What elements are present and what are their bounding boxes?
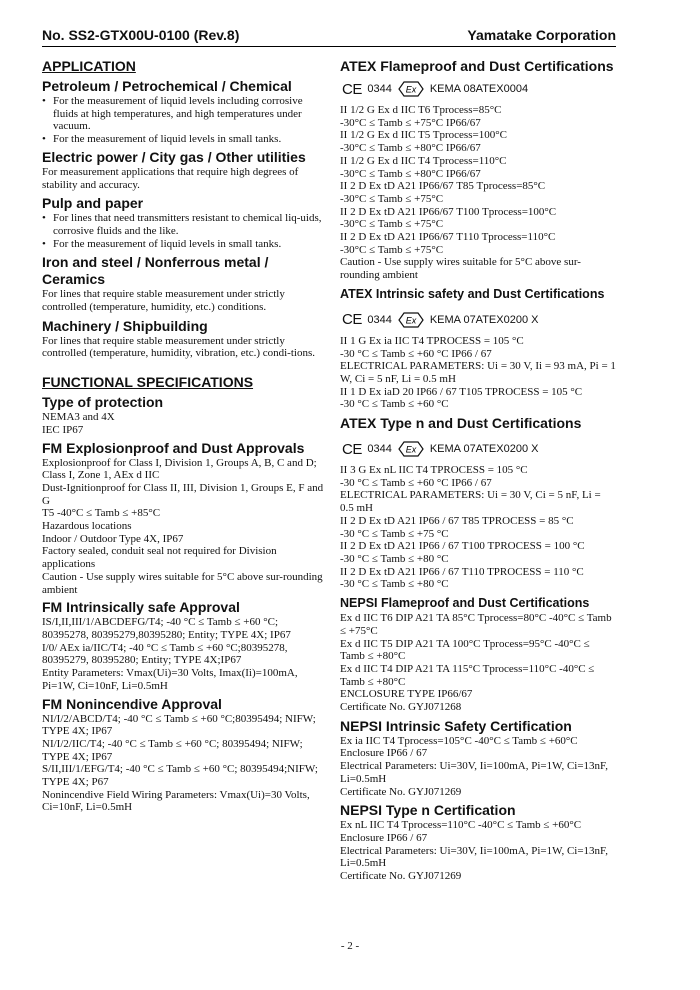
atex-n-line: II 2 D Ex tD A21 IP66 / 67 T110 TPROCESS = 110 °C (340, 565, 584, 578)
atex-n-line: II 2 D Ex tD A21 IP66 / 67 T100 TPROCESS = 100 °C (340, 540, 585, 553)
nepsi-fd-line: Ex d IIC T6 DIP A21 TA 85°C Tprocess=80°C -40°C ≤ Tamb ≤ +75°C (340, 612, 612, 637)
protection-line-1: NEMA3 and 4X (42, 411, 115, 424)
petro-bullet-2: • For the measurement of liquid levels in small tanks. (42, 133, 324, 146)
atex-fd-line: -30°C ≤ Tamb ≤ +80°C IP66/67 (340, 142, 481, 155)
nepsi-type-n-heading: NEPSI Type n Certification (340, 802, 516, 819)
fm-intrinsic-heading: FM Intrinsically safe Approval (42, 599, 240, 616)
fm-ni-line-3: S/II,III/1/EFG/T4; -40 °C ≤ Tamb ≤ +60 °C; 80395494;NIFW; TYPE 4X; P67 (42, 763, 318, 789)
atex-n-line: ELECTRICAL PARAMETERS: Ui = 30 V, Ci = 5 nF, Li = 0.5 mH (340, 489, 601, 515)
atex-is-line: ELECTRICAL PARAMETERS: Ui = 30 V, Ii = 93 mA, Pi = 1 W, Ci = 5 nF, Li = 0.5 mH (340, 360, 616, 385)
nepsi-fd-line: Certificate No. GYJ071268 (340, 701, 462, 714)
fm-ni-line-1: NI/I/2/ABCD/T4; -40 °C ≤ Tamb ≤ +60 °C;80395494; NIFW; TYPE 4X; IP67 (42, 712, 316, 738)
nepsi-is-line: Electrical Parameters: Ui=30V, Ii=100mA, Pi=1W, Ci=13nF, Li=0.5mH (340, 760, 609, 785)
nepsi-is-line: Enclosure IP66 / 67 (340, 747, 428, 760)
power-text: For measurement applications that require high degrees of stability and accuracy. (42, 165, 299, 191)
nepsi-n-line: Ex nL IIC T4 Tprocess=110°C -40°C ≤ Tamb ≤ +60°C (340, 819, 582, 832)
application-heading: APPLICATION (42, 58, 136, 74)
fm-exp-line-6: Factory sealed, conduit seal not required for Division applications (42, 545, 277, 571)
doc-number: No. SS2-GTX00U-0100 (Rev.8) (42, 27, 240, 43)
svg-text:Ex: Ex (405, 84, 417, 95)
pulp-heading: Pulp and paper (42, 195, 144, 212)
atex-fd-line: II 2 D Ex tD A21 IP66/67 T110 Tprocess=110°C (340, 231, 556, 244)
fm-nonincendive-heading: FM Nonincendive Approval (42, 695, 222, 712)
ce-mark-icon: C E (342, 440, 362, 458)
power-heading: Electric power / City gas / Other utilities (42, 148, 306, 165)
ex-hexagon-icon (398, 81, 424, 97)
notified-body-number: 0344 (367, 443, 392, 456)
left-column (42, 58, 324, 814)
atex-type-n-heading: ATEX Type n and Dust Certifications (340, 415, 582, 432)
atex-is-line: -30 °C ≤ Tamb ≤ +60 °C IP66 / 67 (340, 347, 492, 360)
atex-flameproof-list (340, 104, 616, 282)
ex-hexagon-icon (398, 312, 424, 328)
page-number: - 2 - (340, 940, 360, 952)
iron-text: For lines that require stable measurement under strictly controlled (temperature, humidity, etc.) conditions. (42, 288, 285, 314)
atex-fd-line: -30°C ≤ Tamb ≤ +75°C IP66/67 (340, 116, 481, 129)
atex-n-line: -30 °C ≤ Tamb ≤ +75 °C (340, 527, 449, 540)
petro-bullet-1: • For the measurement of liquid levels including corrosive fluids at high temperatures, and high temperatures under vacuum. (42, 95, 324, 133)
fm-exp-line-4: Hazardous locations (42, 520, 132, 533)
nepsi-intrinsic-list (340, 735, 616, 799)
fm-exp-line-3: T5 -40°C ≤ Tamb ≤ +85°C (42, 507, 161, 520)
nepsi-intrinsic-heading: NEPSI Intrinsic Safety Certification (340, 717, 572, 734)
fm-is-line-1: IS/I,II,III/1/ABCDEFG/T4; -40 °C ≤ Tamb ≤ +60 °C; 80395278, 80395279,80395280; Entity; TYPE 4X; IP67 (42, 616, 291, 641)
atex-n-line: -30 °C ≤ Tamb ≤ +60 °C IP66 / 67 (340, 476, 492, 489)
right-column (340, 58, 616, 883)
atex-n-line: -30 °C ≤ Tamb ≤ +80 °C (340, 578, 449, 591)
machinery-heading: Machinery / Shipbuilding (42, 317, 208, 334)
fm-ni-line-4: Nonincendive Field Wiring Parameters: Vmax(Ui)=30 Volts, Ci=10nF, Li=0.5mH (42, 788, 310, 814)
atex-n-line: II 3 G Ex nL IIC T4 TPROCESS = 105 °C (340, 464, 528, 477)
fm-exp-line-1: Explosionproof for Class I, Division 1, Groups A, B, C and D; Class I, Zone 1, AEx d IIC (42, 456, 317, 482)
atex-fd-line: -30°C ≤ Tamb ≤ +75°C (340, 243, 444, 256)
fm-ni-line-2: NI/I/2/IIC/T4; -40 °C ≤ Tamb ≤ +60 °C; 80395494; NIFW; TYPE 4X; IP67 (42, 737, 303, 763)
nepsi-flameproof-list (340, 612, 616, 714)
atex-fd-line: II 2 D Ex tD A21 IP66/67 T100 Tprocess=100°C (340, 205, 557, 218)
nepsi-fd-line: ENCLOSURE TYPE IP66/67 (340, 688, 473, 701)
atex-flameproof-heading: ATEX Flameproof and Dust Certifications (340, 58, 614, 74)
svg-text:Ex: Ex (405, 315, 417, 326)
nepsi-n-line: Enclosure IP66 / 67 (340, 831, 428, 844)
petro-heading: Petroleum / Petrochemical / Chemical (42, 78, 292, 94)
atex-fd-line: II 1/2 G Ex d IIC T4 Tprocess=110°C (340, 154, 507, 167)
atex-n-line: II 2 D Ex tD A21 IP66 / 67 T85 TPROCESS = 85 °C (340, 514, 574, 527)
fm-exp-line-5: Indoor / Outdoor Type 4X, IP67 (42, 532, 184, 545)
atex-fd-line: II 1/2 G Ex d IIC T5 Tprocess=100°C (340, 129, 507, 142)
pulp-bullet-1: • For lines that need transmitters resistant to chemical liq-uids, corrosive fluids and the like. (42, 212, 324, 237)
atex-flameproof-cert-row (342, 78, 616, 100)
nepsi-n-line: Certificate No. GYJ071269 (340, 870, 462, 883)
pulp-bullet-2: • For the measurement of liquid levels in small tanks. (42, 238, 324, 251)
atex-is-line: -30 °C ≤ Tamb ≤ +60 °C (340, 398, 449, 411)
atex-fd-line: -30°C ≤ Tamb ≤ +75°C (340, 192, 444, 205)
svg-text:Ex: Ex (405, 444, 417, 455)
atex-type-n-cert-row (342, 438, 616, 460)
ex-hexagon-icon (398, 441, 424, 457)
atex-intrinsic-heading: ATEX Intrinsic safety and Dust Certifications (340, 286, 605, 301)
company-name: Yamatake Corporation (467, 27, 616, 43)
notified-body-number: 0344 (367, 83, 392, 95)
protection-line-2: IEC IP67 (42, 423, 84, 436)
atex-intrinsic-cert-row (342, 309, 616, 331)
atex-type-n-list (340, 464, 616, 591)
fm-explosionproof-heading: FM Explosionproof and Dust Approvals (42, 439, 305, 456)
nepsi-fd-line: Ex d IIC T5 DIP A21 TA 100°C Tprocess=95°C -40°C ≤ Tamb ≤ +80°C (340, 637, 590, 663)
atex-fd-line: Caution - Use supply wires suitable for 5°C above sur-rounding ambient (340, 256, 581, 282)
atex-is-line: II 1 G Ex ia IIC T4 TPROCESS = 105 °C (340, 334, 524, 347)
atex-intrinsic-list (340, 335, 616, 411)
nepsi-is-line: Certificate No. GYJ071269 (340, 785, 462, 798)
atex-type-n-cert-number: KEMA 07ATEX0200 X (429, 443, 539, 456)
fm-is-line-3: Entity Parameters: Vmax(Ui)=30 Volts, Imax(Ii)=100mA, Pi=1W, Ci=10nF, Li=0.5mH (42, 667, 298, 692)
fm-exp-line-2: Dust-Ignitionproof for Class II, III, Division 1, Groups E, F and G (42, 481, 324, 507)
nepsi-type-n-list (340, 819, 616, 883)
atex-is-line: II 1 D Ex iaD 20 IP66 / 67 T105 TPROCESS = 105 °C (340, 385, 583, 398)
page-header (42, 24, 616, 47)
atex-flameproof-cert-number: KEMA 08ATEX0004 (429, 83, 529, 95)
nepsi-n-line: Electrical Parameters: Ui=30V, Ii=100mA, Pi=1W, Ci=13nF, Li=0.5mH (340, 844, 609, 870)
machinery-text: For lines that require stable measurement under strictly controlled (temperature, humidity, vibration, etc.) condi-tions. (42, 334, 315, 360)
ce-mark-icon: C E (342, 80, 362, 98)
nepsi-is-line: Ex ia IIC T4 Tprocess=105°C -40°C ≤ Tamb ≤ +60°C (340, 734, 578, 747)
fm-exp-line-7: Caution - Use supply wires suitable for 5°C above sur-rounding ambient (42, 570, 323, 596)
atex-intrinsic-cert-number: KEMA 07ATEX0200 X (429, 313, 539, 326)
iron-heading: Iron and steel / Nonferrous metal / Ceramics (42, 254, 269, 288)
atex-fd-line: II 2 D Ex tD A21 IP66/67 T85 Tprocess=85°C (340, 180, 546, 193)
atex-fd-line: -30°C ≤ Tamb ≤ +80°C IP66/67 (340, 167, 481, 180)
functional-specs-heading: FUNCTIONAL SPECIFICATIONS (42, 374, 254, 391)
nepsi-fd-line: Ex d IIC T4 DIP A21 TA 115°C Tprocess=110°C -40°C ≤ Tamb ≤ +80°C (340, 662, 595, 688)
atex-fd-line: II 1/2 G Ex d IIC T6 Tprocess=85°C (340, 104, 502, 116)
notified-body-number: 0344 (367, 313, 392, 326)
ce-mark-icon: C E (342, 311, 362, 329)
nepsi-flameproof-heading: NEPSI Flameproof and Dust Certifications (340, 596, 590, 611)
protection-heading: Type of protection (42, 394, 164, 411)
fm-is-line-2: I/0/ AEx ia/IIC/T4; -40 °C ≤ Tamb ≤ +60 °C;80395278, 80395279, 80395280; Entity; TYPE 4X;IP67 (42, 641, 288, 667)
atex-fd-line: -30°C ≤ Tamb ≤ +75°C (340, 218, 444, 231)
atex-n-line: -30 °C ≤ Tamb ≤ +80 °C (340, 552, 449, 565)
